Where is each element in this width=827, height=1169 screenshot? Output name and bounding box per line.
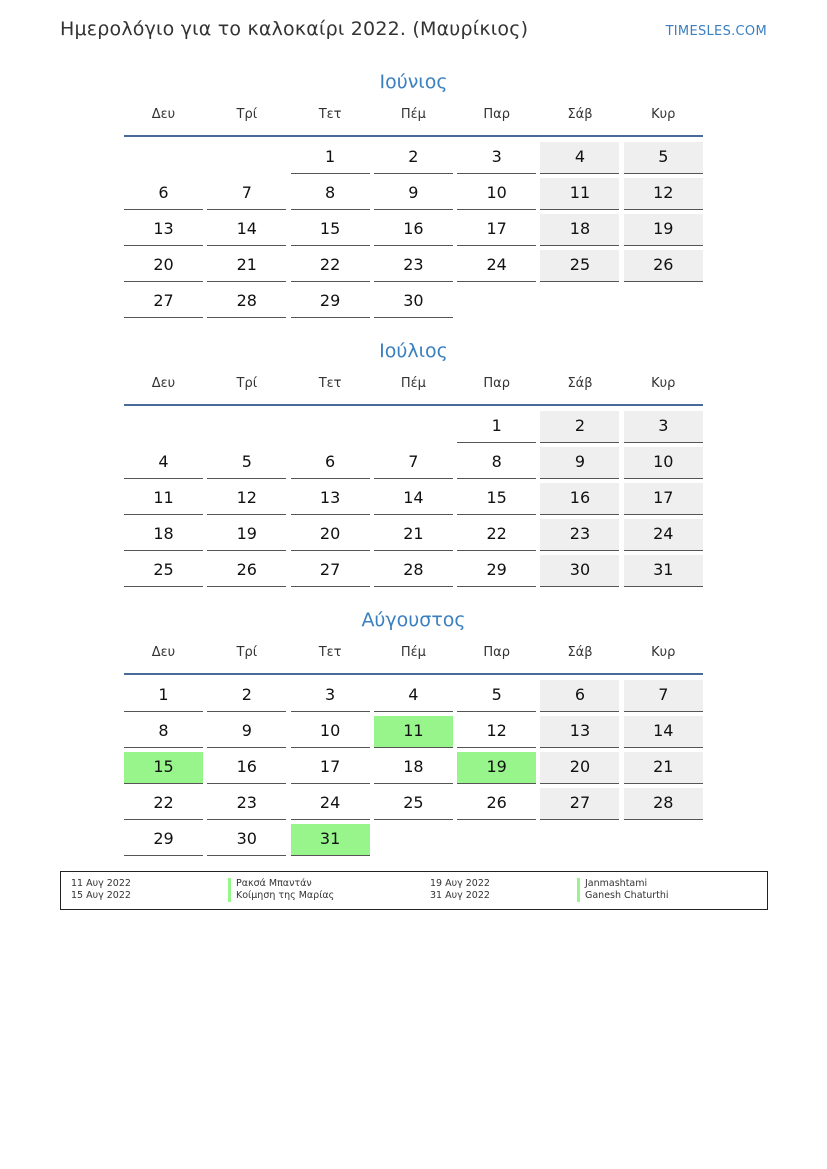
day-cell[interactable]: 29	[457, 555, 536, 587]
month-july	[124, 336, 703, 587]
day-cell[interactable]: 31	[624, 555, 703, 587]
day-cell[interactable]: 28	[207, 286, 286, 318]
day-cell[interactable]: 6	[540, 680, 619, 712]
weekday-label: Πέμ	[400, 645, 426, 660]
day-cell[interactable]: 21	[624, 752, 703, 784]
day-cell[interactable]: 3	[624, 411, 703, 443]
day-cell[interactable]: 30	[540, 555, 619, 587]
day-cell[interactable]: 28	[624, 788, 703, 820]
weekday-label: Τετ	[318, 645, 342, 660]
day-cell[interactable]: 21	[374, 519, 453, 551]
day-cell[interactable]: 1	[291, 142, 370, 174]
day-cell[interactable]: 8	[124, 716, 203, 748]
weekday-label: Παρ	[483, 107, 510, 122]
day-cell[interactable]: 5	[207, 447, 286, 479]
day-cell[interactable]: 16	[540, 483, 619, 515]
day-cell[interactable]: 18	[540, 214, 619, 246]
day-cell[interactable]: 15	[457, 483, 536, 515]
day-cell[interactable]: 1	[457, 411, 536, 443]
day-cell[interactable]: 2	[207, 680, 286, 712]
weekday-label: Κυρ	[651, 107, 676, 122]
weekday-label: Δευ	[151, 376, 176, 391]
weekday-label: Σάβ	[567, 645, 593, 660]
day-cell[interactable]: 13	[291, 483, 370, 515]
day-cell[interactable]: 27	[540, 788, 619, 820]
day-cell[interactable]: 25	[374, 788, 453, 820]
day-cell[interactable]: 28	[374, 555, 453, 587]
day-cell[interactable]: 7	[374, 447, 453, 479]
day-cell[interactable]: 10	[457, 178, 536, 210]
holiday-date: 19 Αυγ 2022	[430, 878, 490, 889]
day-cell[interactable]: 30	[207, 824, 286, 856]
day-cell[interactable]: 12	[207, 483, 286, 515]
day-grid	[124, 411, 703, 587]
day-cell[interactable]: 11	[540, 178, 619, 210]
day-cell[interactable]: 4	[540, 142, 619, 174]
empty-cell	[207, 411, 286, 443]
weekday-label: Παρ	[483, 645, 510, 660]
day-cell[interactable]: 16	[374, 214, 453, 246]
empty-cell	[291, 411, 370, 443]
day-cell[interactable]: 29	[291, 286, 370, 318]
day-grid	[124, 142, 703, 318]
holiday-name: Ρακσά Μπαντάν	[236, 878, 312, 889]
holiday-date: 11 Αυγ 2022	[71, 878, 131, 889]
weekday-label: Κυρ	[651, 376, 676, 391]
day-cell[interactable]: 13	[540, 716, 619, 748]
day-cell[interactable]: 12	[624, 178, 703, 210]
day-cell[interactable]: 9	[540, 447, 619, 479]
day-cell[interactable]: 27	[291, 555, 370, 587]
day-cell[interactable]: 14	[207, 214, 286, 246]
day-cell[interactable]: 17	[457, 214, 536, 246]
day-cell[interactable]: 20	[540, 752, 619, 784]
day-cell[interactable]: 3	[457, 142, 536, 174]
day-cell[interactable]: 17	[624, 483, 703, 515]
day-cell[interactable]: 9	[374, 178, 453, 210]
day-cell[interactable]: 24	[457, 250, 536, 282]
weekday-label: Πέμ	[400, 376, 426, 391]
day-cell[interactable]: 5	[624, 142, 703, 174]
weekday-label: Τρί	[236, 376, 258, 391]
day-cell[interactable]: 12	[457, 716, 536, 748]
weekday-label: Τετ	[318, 107, 342, 122]
day-cell[interactable]: 4	[374, 680, 453, 712]
weekday-header	[124, 635, 703, 675]
day-cell-holiday[interactable]: 31	[291, 824, 370, 856]
day-cell[interactable]: 3	[291, 680, 370, 712]
empty-cell	[124, 142, 203, 174]
month-title: Αύγουστος	[361, 609, 466, 631]
weekday-header	[124, 97, 703, 137]
day-cell[interactable]: 10	[624, 447, 703, 479]
day-cell[interactable]: 26	[207, 555, 286, 587]
day-cell-holiday[interactable]: 19	[457, 752, 536, 784]
day-cell[interactable]: 27	[124, 286, 203, 318]
day-cell-holiday[interactable]: 11	[374, 716, 453, 748]
day-cell[interactable]: 11	[124, 483, 203, 515]
holiday-date: 15 Αυγ 2022	[71, 890, 131, 901]
day-cell[interactable]: 30	[374, 286, 453, 318]
day-cell[interactable]: 24	[291, 788, 370, 820]
holiday-name: Κοίμηση της Μαρίας	[236, 890, 335, 901]
day-cell[interactable]: 7	[624, 680, 703, 712]
day-cell[interactable]: 22	[291, 250, 370, 282]
day-cell[interactable]: 14	[624, 716, 703, 748]
day-cell[interactable]: 6	[291, 447, 370, 479]
day-cell[interactable]: 6	[124, 178, 203, 210]
day-cell[interactable]: 26	[624, 250, 703, 282]
day-cell[interactable]: 21	[207, 250, 286, 282]
day-cell[interactable]: 23	[374, 250, 453, 282]
day-cell[interactable]: 5	[457, 680, 536, 712]
weekday-label: Σάβ	[567, 107, 593, 122]
day-cell[interactable]: 14	[374, 483, 453, 515]
day-cell[interactable]: 18	[374, 752, 453, 784]
day-cell[interactable]: 20	[291, 519, 370, 551]
month-title: Ιούνιος	[379, 71, 448, 93]
day-cell[interactable]: 25	[540, 250, 619, 282]
brand-link[interactable]: TIMESLES.COM	[665, 24, 767, 39]
day-cell[interactable]: 24	[624, 519, 703, 551]
day-cell[interactable]: 13	[124, 214, 203, 246]
day-cell[interactable]: 17	[291, 752, 370, 784]
holiday-name: Janmashtami	[585, 878, 648, 889]
page-title: Ημερολόγιο για το καλοκαίρι 2022. (Μαυρίκιος)	[60, 18, 529, 40]
month-title: Ιούλιος	[379, 340, 448, 362]
day-grid	[124, 680, 703, 856]
weekday-label: Τρί	[236, 645, 258, 660]
day-cell[interactable]: 8	[457, 447, 536, 479]
day-cell[interactable]: 4	[124, 447, 203, 479]
day-cell[interactable]: 19	[207, 519, 286, 551]
month-june	[124, 67, 703, 318]
empty-cell	[374, 411, 453, 443]
day-cell[interactable]: 19	[624, 214, 703, 246]
day-cell[interactable]: 2	[374, 142, 453, 174]
day-cell[interactable]: 2	[540, 411, 619, 443]
day-cell[interactable]: 15	[291, 214, 370, 246]
day-cell[interactable]: 9	[207, 716, 286, 748]
weekday-label: Δευ	[151, 107, 176, 122]
day-cell[interactable]: 23	[207, 788, 286, 820]
weekday-label: Τρί	[236, 107, 258, 122]
day-cell[interactable]: 1	[124, 680, 203, 712]
weekday-header	[124, 366, 703, 406]
weekday-label: Παρ	[483, 376, 510, 391]
day-cell[interactable]: 10	[291, 716, 370, 748]
holiday-legend	[60, 871, 768, 910]
day-cell[interactable]: 22	[457, 519, 536, 551]
day-cell[interactable]: 8	[291, 178, 370, 210]
holiday-name: Ganesh Chaturthi	[585, 890, 669, 901]
weekday-label: Δευ	[151, 645, 176, 660]
day-cell[interactable]: 22	[124, 788, 203, 820]
empty-cell	[207, 142, 286, 174]
weekday-label: Κυρ	[651, 645, 676, 660]
weekday-label: Πέμ	[400, 107, 426, 122]
day-cell[interactable]: 26	[457, 788, 536, 820]
day-cell[interactable]: 18	[124, 519, 203, 551]
day-cell-holiday[interactable]: 15	[124, 752, 203, 784]
holiday-date: 31 Αυγ 2022	[430, 890, 490, 901]
month-august	[124, 605, 703, 856]
day-cell[interactable]: 29	[124, 824, 203, 856]
day-cell[interactable]: 16	[207, 752, 286, 784]
day-cell[interactable]: 20	[124, 250, 203, 282]
day-cell[interactable]: 23	[540, 519, 619, 551]
weekday-label: Τετ	[318, 376, 342, 391]
day-cell[interactable]: 7	[207, 178, 286, 210]
day-cell[interactable]: 25	[124, 555, 203, 587]
weekday-label: Σάβ	[567, 376, 593, 391]
empty-cell	[124, 411, 203, 443]
